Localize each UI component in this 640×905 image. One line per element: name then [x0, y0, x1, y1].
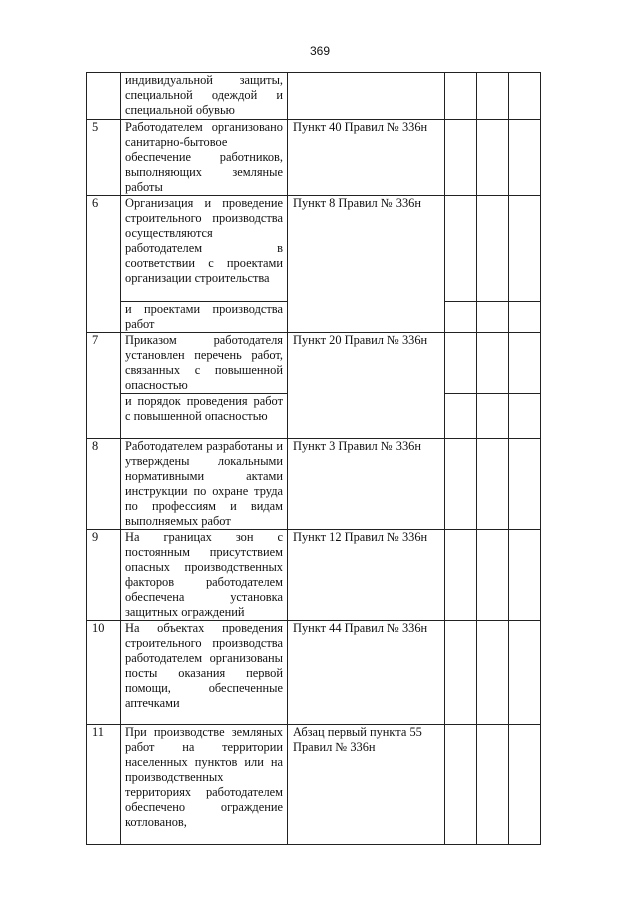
answer-cell-yes	[445, 120, 477, 196]
row-number: 8	[87, 439, 121, 530]
answer-cell-no	[477, 439, 509, 530]
answer-cell-no	[477, 120, 509, 196]
answer-cell-yes	[445, 196, 477, 302]
row-number: 11	[87, 725, 121, 845]
answer-cell-no	[477, 394, 509, 439]
answer-cell-na	[509, 621, 541, 725]
table-row	[87, 725, 541, 845]
answer-cell-na	[509, 302, 541, 333]
answer-cell-yes	[445, 725, 477, 845]
answer-cell-yes	[445, 621, 477, 725]
requirement-text: Приказом работодателя установлен перечень работ, связанных с повышенной опасностью	[121, 333, 288, 394]
answer-cell-yes	[445, 333, 477, 394]
answer-cell-no	[477, 196, 509, 302]
row-number: 6	[87, 196, 121, 333]
requirement-text: и порядок проведения работ с повышенной опасностью	[121, 394, 288, 439]
requirement-text: и проектами производства работ	[121, 302, 288, 333]
requirement-text: Работодателем разработаны и утверждены локальными нормативными актами инструкции по охране труда по профессиям и видам выполняемых работ	[121, 439, 288, 530]
answer-cell-no	[477, 530, 509, 621]
legal-reference: Пункт 40 Правил № 336н	[288, 120, 445, 196]
table-row	[87, 530, 541, 621]
legal-reference: Пункт 3 Правил № 336н	[288, 439, 445, 530]
legal-reference: Пункт 44 Правил № 336н	[288, 621, 445, 725]
answer-cell-yes	[445, 439, 477, 530]
answer-cell-no	[477, 725, 509, 845]
requirement-text: Организация и проведение строительного производства осуществляются работодателем в соответствии с проектами организации строительства	[121, 196, 288, 302]
legal-reference	[288, 73, 445, 120]
table-row	[87, 120, 541, 196]
legal-reference: Пункт 8 Правил № 336н	[288, 196, 445, 333]
legal-reference: Абзац первый пункта 55 Правил № 336н	[288, 725, 445, 845]
row-number: 7	[87, 333, 121, 439]
table-row	[87, 333, 541, 394]
answer-cell-yes	[445, 73, 477, 120]
answer-cell-no	[477, 621, 509, 725]
answer-cell-yes	[445, 394, 477, 439]
row-number	[87, 73, 121, 120]
answer-cell-yes	[445, 530, 477, 621]
answer-cell-no	[477, 333, 509, 394]
requirement-text: На объектах проведения строительного производства работодателем организованы посты оказания первой помощи, обеспеченные аптечками	[121, 621, 288, 725]
answer-cell-no	[477, 302, 509, 333]
row-number: 9	[87, 530, 121, 621]
answer-cell-na	[509, 73, 541, 120]
answer-cell-na	[509, 725, 541, 845]
answer-cell-no	[477, 73, 509, 120]
row-number: 5	[87, 120, 121, 196]
table-row	[87, 73, 541, 120]
requirement-text: На границах зон с постоянным присутствием опасных производственных факторов работодателем обеспечена установка защитных ограждений	[121, 530, 288, 621]
answer-cell-na	[509, 530, 541, 621]
answer-cell-na	[509, 196, 541, 302]
answer-cell-yes	[445, 302, 477, 333]
answer-cell-na	[509, 120, 541, 196]
table-row	[87, 621, 541, 725]
table-row	[87, 196, 541, 302]
requirement-text: При производстве земляных работ на территории населенных пунктов или на производственных территориях работодателем обеспечено ограждение котлованов,	[121, 725, 288, 845]
requirement-text: Работодателем организовано санитарно-бытовое обеспечение работников, выполняющих земляные работы	[121, 120, 288, 196]
answer-cell-na	[509, 394, 541, 439]
requirements-table	[86, 72, 541, 845]
row-number: 10	[87, 621, 121, 725]
answer-cell-na	[509, 333, 541, 394]
table-row	[87, 439, 541, 530]
answer-cell-na	[509, 439, 541, 530]
legal-reference: Пункт 20 Правил № 336н	[288, 333, 445, 439]
legal-reference: Пункт 12 Правил № 336н	[288, 530, 445, 621]
requirement-text: индивидуальной защиты, специальной одеждой и специальной обувью	[121, 73, 288, 120]
page-number: 369	[309, 44, 331, 58]
